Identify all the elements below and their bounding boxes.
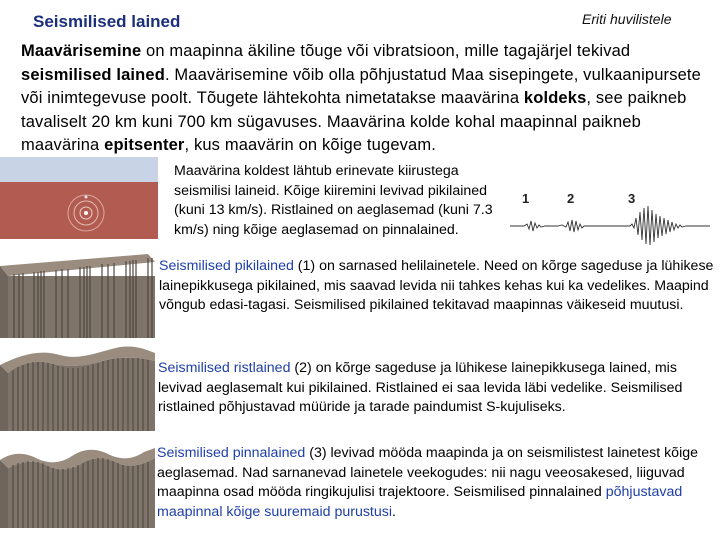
term-earthquake: Maavärisemine bbox=[21, 42, 142, 60]
earthquake-focus-diagram bbox=[0, 157, 158, 239]
s-wave-paragraph: Seismilised ristlained (2) on kõrge sageduse ja lühikese lainepikkusega lained, mis levivad aeglasemalt kui pikilained. Ristlained ei saa levida läbi vedelike. Seismilised ristlained põhjustavad müüride ja tarade paindumist S-kujuliseks. bbox=[158, 360, 683, 415]
seismogram-label-3: 3 bbox=[628, 191, 636, 206]
surface-damage-highlight: põhjustavad maapinnal kõige suuremaid purustusi bbox=[157, 484, 683, 520]
page-title: Seismilised lained bbox=[33, 12, 181, 31]
seismogram-image bbox=[510, 188, 718, 252]
term-focus: koldeks bbox=[523, 89, 587, 107]
p-wave-block-image bbox=[0, 252, 155, 338]
term-seismic-waves: seismilised lained bbox=[21, 65, 165, 84]
surface-wave-block-image bbox=[0, 438, 155, 528]
s-wave-block-image bbox=[0, 345, 155, 431]
seismogram-label-2: 2 bbox=[567, 191, 575, 206]
p-wave-paragraph: Seismilised pikilained (1) on sarnased helilainetele. Need on kõrge sageduse ja lühikese lainepikkusega pikilained, mis saavad levida nii tahkes kehas kui ka vedelikes. Maapind võngub edasi-tagasi. Seismilised pikilained tekitavad maapinnas väikeseid muutusi. bbox=[159, 258, 714, 313]
term-surface-waves: Seismilised pinnalained bbox=[157, 445, 306, 461]
audience-tag: Eriti huvilistele bbox=[582, 11, 672, 27]
term-s-waves: Seismilised ristlained bbox=[158, 360, 291, 376]
focus-paragraph: Maavärina koldest lähtub erinevate kiirustega seismilisi laineid. Kõige kiiremini levivad pikilained (kuni 13 km/s). Ristlained on aeglasemad (kuni 7.3 km/s) ning kõige aeglasemad on pinnalained. bbox=[174, 163, 493, 238]
intro-paragraph: Maavärisemine on maapinna äkiline tõuge või vibratsioon, mille tagajärjel tekivad seismilised lained. Maavärisemine võib olla põhjustatud Maa sisepingete, vulkaanipursete või inimtegevuse poolt. Tõugete lähtekohta nimetatakse maavärina koldeks, see paikneb tavaliselt 20 km kuni 700 km sügavuses. Maavärina kolde kohal maapinnal paikneb maavärina epitsenter, kus maavärin on kõige tugevam. bbox=[21, 42, 701, 154]
surface-wave-paragraph: Seismilised pinnalained (3) levivad mööda maapinda ja on seismilistest lainetest kõige aeglasemad. Nad sarnanevad lainetele veekogudes: nii nagu veeosakesed, liiguvad maapinna osad mööda ringikujulisi trajektoore. Seismilised pinnalained põhjustavad maapinnal kõige suuremaid purustusi. bbox=[157, 445, 699, 520]
term-epicenter: epitsenter bbox=[104, 136, 185, 154]
seismogram-label-1: 1 bbox=[522, 191, 530, 206]
term-p-waves: Seismilised pikilained bbox=[159, 258, 294, 274]
